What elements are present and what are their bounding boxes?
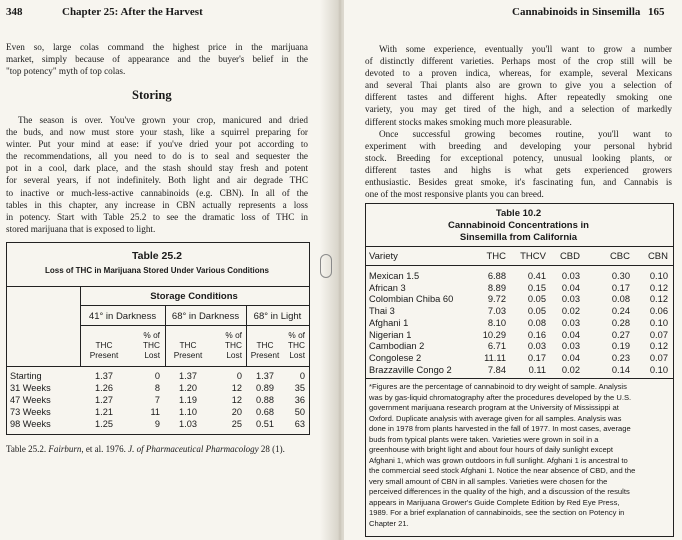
text-line: stock. Breeding for exceptional potency, unusual looking plants, or [365, 152, 672, 163]
table-cell: 0.03 [561, 341, 580, 352]
table-cell: 0.07 [649, 329, 668, 340]
row-label: Mexican 1.5 [369, 271, 420, 281]
row-label: Colombian Chiba 60 [369, 294, 454, 305]
row-label: 31 Weeks [10, 383, 51, 393]
table-title: Table 25.2 [132, 250, 182, 262]
table-cell: 12 [231, 395, 242, 405]
row-label: Cambodian 2 [369, 341, 425, 352]
table-cell: 0.04 [561, 329, 580, 340]
table-cell: 10.29 [482, 329, 506, 340]
storing-paragraph [6, 114, 308, 235]
table-cell: 0.05 [527, 306, 546, 317]
table-cell: 12 [231, 383, 242, 393]
subcol-header: THC Present [250, 340, 280, 360]
table-cell: 0.30 [611, 271, 630, 281]
table-cell: 0.10 [649, 364, 668, 375]
text-line: "top potency" myth of top colas. [6, 66, 126, 77]
text-line: for several years, if not indefinitely. Both light and air degrade THC [6, 175, 308, 186]
table-cell: 11 [150, 407, 160, 417]
left-page [0, 0, 336, 540]
text-line: Even so, large colas command the highest price in the marijuana [6, 42, 308, 52]
table-cell: 0.03 [561, 271, 580, 281]
table-cell: 0.23 [611, 352, 630, 363]
text-line: different stocks makes smoking much more pleasurable. [365, 116, 572, 127]
table-cell: 0.68 [256, 407, 274, 417]
table-cell: 1.19 [179, 395, 197, 405]
table-cell: 0.10 [649, 271, 668, 281]
text-line: Once successful growing becomes routine, you'll want to [379, 128, 672, 139]
binder-clip [320, 254, 332, 278]
row-label: 47 Weeks [10, 395, 51, 405]
table-subtitle: Sinsemilla from California [459, 232, 578, 243]
table-cell: 0.15 [527, 282, 546, 293]
table-subtitle: Cannabinoid Concentrations in [448, 220, 589, 231]
table-cell: 1.37 [256, 371, 274, 381]
subcol-header: THC Present [173, 340, 203, 360]
table-cell: 0.51 [256, 419, 274, 429]
text-line: stored marijuana that is exposed to light. [6, 223, 156, 234]
condition-header: 41° in Darkness [88, 311, 157, 322]
table-cell: 6.71 [487, 341, 506, 352]
table-cell: 0.19 [611, 341, 630, 352]
subcol-header: % of THC Lost [224, 330, 242, 360]
divider [6, 286, 309, 287]
running-head: Chapter 25: After the Harvest [62, 6, 203, 18]
divider [80, 325, 309, 326]
divider [80, 286, 81, 366]
table-cell: 0.24 [611, 306, 630, 317]
table-cell: 0.02 [561, 306, 580, 317]
table-cell: 8.89 [487, 282, 506, 293]
subcol-header: % of THC Lost [287, 330, 305, 360]
table-cell: 0.12 [649, 341, 668, 352]
table-cell: 0.12 [649, 294, 668, 305]
condition-header: 68° in Light [253, 311, 302, 322]
column-header: THC [486, 251, 506, 262]
page-number: 165 [648, 6, 665, 18]
subcol-header: THC Present [89, 340, 119, 360]
text-line: experiment with breeding and developing your personal hybrid [365, 140, 672, 151]
table-cell: 11.11 [484, 352, 506, 363]
table-cell: 0.05 [527, 294, 546, 305]
subcol-header: % of THC Lost [142, 330, 160, 360]
table-cell: 0.89 [256, 383, 274, 393]
table-cell: 0.02 [561, 364, 580, 375]
text-line: devoted to a proven indica, whereas, for example, several Mexicans [365, 68, 672, 79]
divider [365, 246, 673, 247]
table-cell: 1.10 [179, 407, 197, 417]
section-heading: Storing [132, 88, 172, 102]
paragraph [365, 43, 672, 200]
table-cell: 7.03 [487, 306, 506, 317]
text-line: to inactive or much-less-active cannabinoids (e.g. CBN). In all of the [6, 187, 308, 198]
table-cell: 0.07 [649, 352, 668, 363]
divider [365, 378, 673, 379]
column-header: CBC [609, 251, 630, 262]
table-cell: 1.03 [179, 419, 197, 429]
right-page [344, 0, 682, 540]
divider [6, 366, 309, 367]
table-title: Table 10.2 [495, 208, 542, 219]
table-cell: 7.84 [487, 364, 506, 375]
column-header: THCV [520, 251, 546, 262]
divider [365, 265, 673, 266]
table-cell: 0 [154, 371, 160, 381]
row-label: Nigerian 1 [369, 329, 412, 340]
table-cell: 9 [154, 419, 160, 429]
table-cell: 0.41 [527, 271, 546, 281]
table-cell: 0.08 [611, 294, 630, 305]
column-header: CBN [647, 251, 668, 262]
text-line: enthusiastic. Besides great smoke, it's fascinating fun, and Cannabis is [365, 177, 672, 188]
text-line: pot in a cool, dark place, and the stash should stay fresh and potent [6, 163, 308, 174]
table-cell: 8 [154, 383, 160, 393]
table-cell: 0.16 [527, 329, 546, 340]
table-cell: 1.37 [95, 371, 113, 381]
table-cell: 0.28 [611, 317, 630, 328]
table-cell: 20 [231, 407, 242, 417]
table-cell: 0.03 [561, 294, 580, 305]
table-cell: 0.14 [611, 364, 630, 375]
text-line: The season is over. You've grown your crop, manicured and dried [18, 115, 308, 125]
running-head: Cannabinoids in Sinsemilla [512, 6, 641, 18]
row-label: Congolese 2 [369, 352, 422, 363]
table-cell: 1.21 [95, 407, 113, 417]
table-cell: 1.25 [95, 419, 113, 429]
table-cell: 35 [294, 383, 305, 393]
table-cell: 0.17 [611, 282, 630, 293]
page-number: 348 [6, 6, 23, 18]
table-cell: 25 [231, 419, 242, 429]
table-cell: 1.27 [95, 395, 113, 405]
condition-header: 68° in Darkness [171, 311, 240, 322]
table-cell: 0.03 [527, 341, 546, 352]
text-line: the buds, and now must store your stash, like a squirrel preparing for [6, 127, 308, 138]
text-line: one of the most responsive plants you can breed. [365, 189, 544, 200]
table-cell: 63 [294, 419, 305, 429]
row-label: 73 Weeks [10, 407, 51, 417]
table-cell: 0.04 [561, 352, 580, 363]
table-cell: 0 [299, 371, 305, 381]
table-cell: 0.06 [649, 306, 668, 317]
table-cell: 0.04 [561, 282, 580, 293]
divider [80, 305, 309, 306]
table-cell: 50 [294, 407, 305, 417]
table-cell: 0.27 [611, 329, 630, 340]
table-cell: 0.11 [528, 364, 546, 375]
column-header: CBD [559, 251, 580, 262]
table-footnote: *Figures are the percentage of cannabinoid to dry weight of sample. Analysis was by gas-liquid chromatography after the procedures developed by the U.S. government marijuana research program at the University of Mississippi at Oxford. Duplicate analysis with average given for all samples. Analysis was done in 1978 from plants harvested in the fall of 1977. In most cases, average buds from typical plants were taken. Varieties were grown in soil in a greenhouse with bright light and about four hours of daily sunlight except Afghani 1, which was grown outdoors in full sunlight. Afghani 1 is ancestral to the commercial seed stock Afghani 1. Notice the near absence of CBD, and the very small amount of CBN in all samples. Varieties were chosen for the perceived differences in the quality of the high, and a discussion of the results appears in Marijuana Grower's Guide Complete Edition by Red Eye Press, 1989. For a brief explanation of cannabinoids, see the section on Potency in Chapter 21. [369, 382, 636, 528]
table-cell: 1.20 [179, 383, 197, 393]
intro-paragraph [6, 41, 308, 77]
table-subtitle: Loss of THC in Marijuana Stored Under Various Conditions [44, 266, 270, 275]
text-line: and several Thai plants also are grown to give you a selection of [365, 80, 672, 91]
column-header: Variety [369, 251, 398, 262]
row-label: Afghani 1 [369, 317, 409, 328]
table-cell: 36 [294, 395, 305, 405]
text-line: the recommendations, all you need to do is to seal and sequester the [6, 151, 308, 162]
table-cell: 6.88 [487, 271, 506, 281]
table-cell: 0.08 [527, 317, 546, 328]
row-label: African 3 [369, 282, 406, 293]
table-cell: 0.03 [561, 317, 580, 328]
row-label: 98 Weeks [10, 419, 51, 429]
table-cell: 0.12 [649, 282, 668, 293]
table-cell: 8.10 [487, 317, 506, 328]
row-label: Starting [10, 371, 42, 381]
table-cell: 1.37 [179, 371, 197, 381]
text-line: market, simply because of appearance and the buyer's belief in the [6, 54, 308, 65]
table-cell: 0.88 [256, 395, 274, 405]
text-line: in potency. Start with Table 25.2 to see the dramatic loss of THC in [6, 211, 308, 222]
table-cell: 9.72 [487, 294, 506, 305]
table-cell: 0 [236, 371, 242, 381]
text-line: different tastes and different highs. After repeatedly smoking one [365, 92, 672, 103]
text-line: variety, you may get tired of the high, and a selection of markedly [365, 104, 672, 115]
table-cell: 1.26 [95, 383, 113, 393]
row-label: Thai 3 [369, 306, 395, 317]
row-label: Brazzaville Congo 2 [369, 364, 452, 375]
table-cell: 7 [154, 395, 160, 405]
text-line: With some experience, eventually you'll want to grow a number [379, 44, 672, 54]
table-caption: Table 25.2. Fairburn, et al. 1976. J. of Pharmaceutical Pharmacology 28 (1). [6, 444, 285, 454]
text-line: different tastes and highs is what gets experienced growers [365, 164, 672, 175]
table-cell: 0.10 [649, 317, 668, 328]
table-cell: 0.17 [527, 352, 546, 363]
text-line: winter. Put your mind at ease: if you've dried your pot according to [6, 139, 308, 150]
group-header: Storage Conditions [150, 291, 238, 302]
text-line: of distinctly different varieties. Perhaps most of the crop still will be [365, 56, 672, 67]
text-line: tables in this chapter, any increase in CBN actually represents a loss [6, 199, 308, 210]
